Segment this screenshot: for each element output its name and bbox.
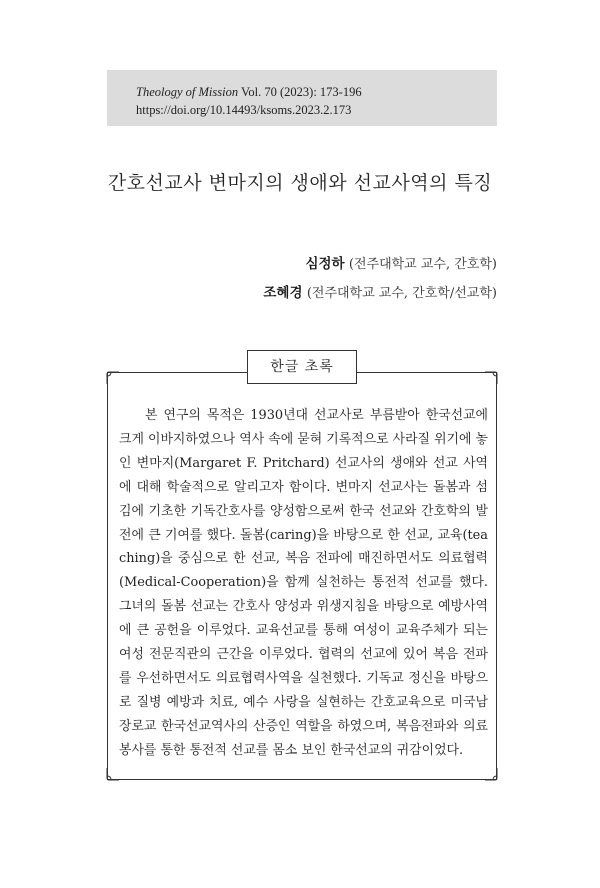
author-name: 심정하 xyxy=(305,256,345,272)
abstract-label: 한글 초록 xyxy=(247,350,357,384)
author-list xyxy=(263,250,497,308)
author-name: 조혜경 xyxy=(263,285,303,301)
corner-curl-top-right xyxy=(485,370,499,384)
author-affiliation: (전주대학교 교수, 간호학) xyxy=(348,257,497,272)
citation-journal-line xyxy=(136,83,497,101)
paper-title: 간호선교사 변마지의 생애와 선교사역의 특징 xyxy=(107,172,493,194)
journal-name: Theology of Mission xyxy=(136,85,239,99)
citation-doi[interactable]: https://doi.org/10.14493/ksoms.2023.2.173 xyxy=(136,103,352,117)
corner-curl-top-left xyxy=(105,370,119,384)
corner-curl-bottom-left xyxy=(105,768,119,782)
abstract-text: 본 연구의 목적은 1930년대 선교사로 부름받아 한국선교에 크게 이바지하였으나 역사 속에 묻혀 기록적으로 사라질 위기에 놓인 변마지(Margaret F. Pritchard) 선교사의 생애와 선교 사역에 대해 학술적으로 알리고자 함이다. 변마지 선교사는 돌봄과 섬김에 기초한 기독간호사를 양성함으로써 한국 선교와 간호학의 발전에 큰 기여를 했다. 돌봄(caring)을 바탕으로 한 선교, 교육(teaching)을 중심으로 한 선교, 복음 전파에 매진하면서도 의료협력(Medical-Cooperation)을 함께 실천하는 통전적 선교를 했다. 그녀의 돌봄 선교는 간호사 양성과 위생지침을 바탕으로 예방사역에 큰 공헌을 이루었다. 교육선교를 통해 여성이 교육주체가 되는 여성 전문직관의 근간을 이루었다. 협력의 선교에 있어 복음 전파를 우선하면서도 의료협력사역을 실천했다. 기독교 정신을 바탕으로 질병 예방과 치료, 예수 사랑을 실현하는 간호교육으로 미국남장로교 한국선교역사의 산증인 역할을 하였으며, 복음전파와 의료봉사를 통한 통전적 선교를 몸소 보인 한국선교의 귀감이었다. xyxy=(119,408,488,758)
journal-volume: Vol. 70 (2023): 173-196 xyxy=(238,85,362,99)
author-2 xyxy=(263,279,497,308)
author-1 xyxy=(263,250,497,279)
author-affiliation: (전주대학교 교수, 간호학/선교학) xyxy=(306,286,497,301)
corner-curl-bottom-right xyxy=(485,768,499,782)
citation-box xyxy=(107,70,497,126)
